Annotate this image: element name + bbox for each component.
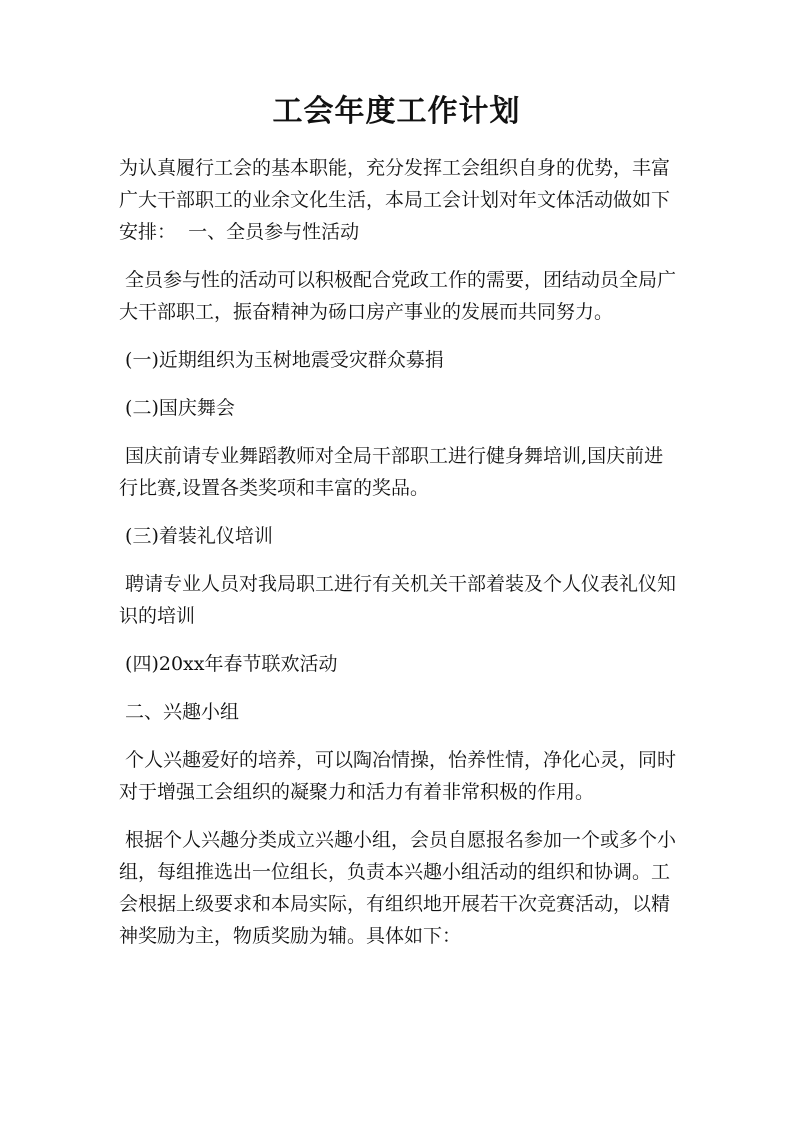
paragraph-etiquette: 聘请专业人员对我局职工进行有关机关干部着装及个人仪表礼仪知识的培训 xyxy=(119,573,677,627)
paragraph-participation: 全员参与性的活动可以积极配合党政工作的需要，团结动员全局广大干部职工，振奋精神为砀口房产事业的发展而共同努力。 xyxy=(119,269,677,323)
document-title: 工会年度工作计划 xyxy=(272,94,521,129)
paragraph-intro: 为认真履行工会的基本职能，充分发挥工会组织自身的优势，丰富广大干部职工的业余文化生活，本局工会计划对年文体活动做如下安排： 一、全员参与性活动 xyxy=(119,157,671,243)
paragraph-groups: 根据个人兴趣分类成立兴趣小组，会员自愿报名参加一个或多个小组，每组推选出一位组长，负责本兴趣小组活动的组织和协调。工会根据上级要求和本局实际，有组织地开展若干次竞赛活动，以精神奖励为主，物质奖励为辅。具体如下： xyxy=(119,829,677,947)
paragraph-item-3: (三)着装礼仪培训 xyxy=(119,525,273,547)
paragraph-section-2: 二、兴趣小组 xyxy=(119,701,240,723)
paragraph-item-2: (二)国庆舞会 xyxy=(119,397,235,419)
paragraph-interests: 个人兴趣爱好的培养，可以陶冶情操，怡养性情，净化心灵，同时对于增强工会组织的凝聚力和活力有着非常积极的作用。 xyxy=(119,749,677,803)
paragraph-item-4: (四)20xx年春节联欢活动 xyxy=(119,653,338,675)
paragraph-item-1: (一)近期组织为玉树地震受灾群众募捐 xyxy=(119,349,444,371)
paragraph-dance: 国庆前请专业舞蹈教师对全局干部职工进行健身舞培训,国庆前进行比赛,设置各类奖项和丰富的奖品。 xyxy=(119,445,664,499)
